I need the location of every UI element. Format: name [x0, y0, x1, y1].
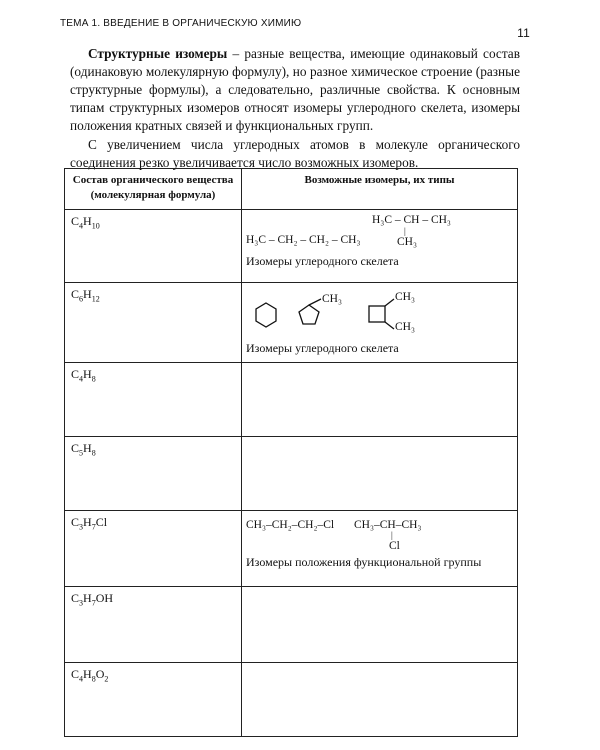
table-header-row: [65, 169, 518, 210]
chlorine-substituent: Cl: [389, 540, 400, 552]
formula-cell: $C_4H_8$: [65, 363, 242, 437]
isomer-type-caption: Изомеры положения функциональной группы: [246, 555, 482, 569]
branch-bond: |: [391, 530, 393, 540]
linear-chloropropane: CH₃–CH₂–CH₂–Cl: [246, 519, 335, 531]
table-row: [65, 437, 518, 511]
cyclopentane-ring: [299, 305, 319, 324]
table-row: [65, 511, 518, 587]
isomers-cell: [242, 210, 518, 283]
table-row: [65, 283, 518, 363]
col-header-isomers: Возможные изомеры, их типы: [242, 169, 518, 210]
methyl-label: CH₃: [395, 321, 415, 333]
cyclohexane-ring: [256, 303, 276, 327]
table-row: [65, 587, 518, 663]
isomers-cell: [242, 283, 518, 363]
table-row: [65, 663, 518, 737]
page-number: 11: [517, 26, 530, 40]
running-header: [60, 18, 530, 40]
isomer-type-caption: Изомеры углеродного скелета: [246, 254, 399, 268]
isomers-cell-empty: [242, 437, 518, 511]
linear-butane: H₃C – CH₂ – CH₂ – CH₃: [246, 234, 361, 246]
cycloalkane-structures: [246, 289, 446, 339]
formula-cell: $C_3H_7Cl$: [65, 511, 242, 587]
header-title: ТЕМА 1. ВВЕДЕНИЕ В ОРГАНИЧЕСКУЮ ХИМИЮ: [60, 18, 302, 29]
branched-chloropropane: CH₃–CH–CH₃: [354, 519, 422, 531]
formula-cell: $C_3H_7OH$: [65, 587, 242, 663]
paragraph-2-text: С увеличением числа углеродных атомов в молекуле органического соединения резко увеличивается число возможных изомеров.: [70, 137, 520, 170]
cyclobutane-methyl-bond-top: [385, 299, 394, 306]
isomers-cell: [242, 511, 518, 587]
isomers-cell-empty: [242, 587, 518, 663]
formula-cell: $C_4H_8O_2$: [65, 663, 242, 737]
cyclobutane-ring: [369, 306, 385, 322]
cyclopentane-methyl-bond: [309, 299, 321, 305]
table-row: [65, 363, 518, 437]
formula-cell: $C_4H_{10}$: [65, 210, 242, 283]
cyclobutane-methyl-bond-bottom: [385, 322, 394, 329]
methyl-label: CH₃: [395, 291, 415, 303]
table-row: [65, 210, 518, 283]
branched-butane-bottom: CH₃: [397, 236, 417, 248]
paragraph-1-text: – разные вещества, имеющие одинаковый состав (одинаковую молекулярную формулу), но разное химическое строение (разные структурные формулы), а следовательно, различные свойства. К основным типам структурных изомеров относят изомеры углеродного скелета, изомеры положения кратных связей и функциональных групп.: [70, 46, 520, 133]
isomers-cell-empty: [242, 363, 518, 437]
branch-bond: |: [404, 226, 406, 236]
term-structural-isomers: Структурные изомеры: [88, 46, 228, 61]
formula-cell: $C_5H_8$: [65, 437, 242, 511]
formula-cell: $C_6H_{12}$: [65, 283, 242, 363]
isomers-cell-empty: [242, 663, 518, 737]
col-header-composition: Состав органического вещества (молекулярная формула): [65, 169, 242, 210]
isomers-table: [64, 168, 518, 737]
paragraph-isomer-count: [70, 136, 520, 172]
isomer-type-caption: Изомеры углеродного скелета: [246, 341, 399, 355]
branched-butane-top: H₃C – CH – CH₃: [372, 214, 451, 226]
methyl-label: CH₃: [322, 293, 342, 305]
paragraph-structural-isomers: [70, 45, 520, 135]
